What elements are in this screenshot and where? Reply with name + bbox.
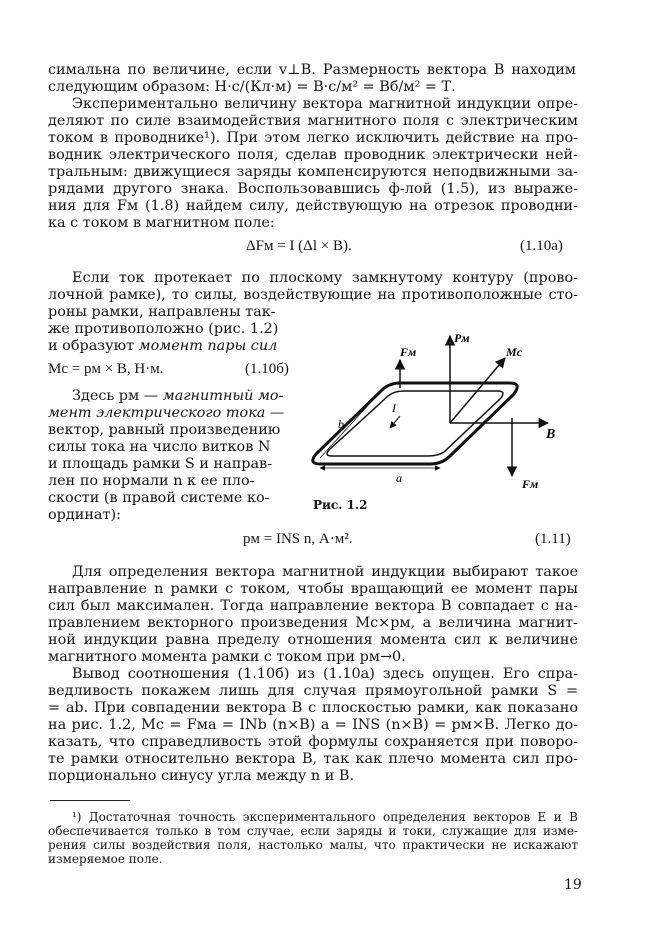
text-line: ной индукции равна пределу отношения момента сил к величине — [48, 632, 578, 648]
label-fm-bottom: Fм — [522, 477, 539, 491]
text-line: симальна по величине, если v⊥B. Размерность вектора B находим — [48, 62, 576, 78]
dimension-b — [320, 390, 382, 458]
equation-number: (1.11) — [535, 531, 571, 547]
figure-1-2 — [300, 328, 560, 498]
text-line: следующим образом: H·c/(Кл·м) = B·c/м² = Вб/м² = Т. — [48, 79, 456, 95]
equation-number: (1.10а) — [520, 238, 563, 254]
text-line: Вывод соотношения (1.10б) из (1.10а) здесь опущен. Его спра- — [72, 666, 578, 682]
italic-term: момент пары сил — [138, 338, 278, 354]
text-line: на рис. 1.2, Mс = Fмa = INb (n×B) a = INS (n×B) = pм×B. Легко до- — [48, 717, 578, 733]
label-fm-top: Fм — [400, 345, 417, 359]
text-line: Экспериментально величину вектора магнитной индукции опре- — [72, 96, 578, 112]
text-line: рядами другого знака. Воспользовавшись ф-лой (1.5), из выраже- — [48, 181, 578, 197]
label-i: I — [392, 401, 396, 415]
text-line: же противоположно (рис. 1.2) — [48, 321, 279, 337]
label-side-a: a — [396, 471, 402, 485]
text-line: лен по нормали n к ее пло- — [48, 473, 255, 489]
text-line: мент электрического тока — — [48, 405, 285, 421]
equation-1-10b: Mс = pм × B, Н·м. — [48, 361, 164, 377]
text-line: и площадь рамки S и направ- — [48, 456, 273, 472]
current-arrow — [390, 416, 400, 428]
text-line: силы тока на число витков N — [48, 439, 271, 455]
text-line: ординат): — [48, 507, 121, 523]
text-line: током в проводнике¹). При этом легко исключить действие на про- — [48, 130, 578, 146]
text-line: ка с током в магнитном поле: — [48, 215, 275, 231]
italic-term: магнитный мо- — [162, 388, 284, 404]
text-line: роны рамки, направлены так- — [48, 304, 276, 320]
text-line: правлением векторного произведения Mс×pм, а величина магнит- — [48, 615, 578, 631]
text-line: ния для Fм (1.8) найдем силу, действующую на отрезок проводни- — [48, 198, 578, 214]
text-line: водник электрического поля, сделав проводник электрически ней- — [48, 147, 578, 163]
text-line: ведливость покажем лишь для случая прямоугольной рамки S = — [48, 683, 578, 699]
footnote-line: ¹) Достаточная точность экспериментального определения векторов E и B — [72, 810, 578, 824]
label-mc: Mс — [506, 345, 522, 359]
text-line: лочной рамке), то силы, воздействующие на противоположные сто- — [48, 287, 578, 303]
text-line: = ab. При совпадении вектора B с плоскостью рамки, как показано — [48, 700, 578, 716]
text-line: порционально синусу угла между n и B. — [48, 768, 355, 784]
equation-number: (1.10б) — [245, 361, 289, 377]
footnote-line: обеспечивается только в том случае, если заряды и токи, служащие для изме- — [48, 824, 578, 838]
text-line: тральным: движущиеся заряды компенсируются неподвижными за- — [48, 164, 578, 180]
footnote-line: рения силы воздействия поля, настолько малы, что практически не искажают — [48, 838, 578, 852]
text-line: деляют по силе взаимодействия магнитного поля с электрическим — [48, 113, 578, 129]
text-line: скости (в правой системе ко- — [48, 490, 270, 506]
footnote-line: измеряемое поле. — [48, 852, 163, 866]
page-number: 19 — [564, 877, 582, 893]
label-b: B — [546, 427, 556, 442]
text-line: Если ток протекает по плоскому замкнутому контуру (прово- — [72, 270, 578, 286]
label-pm: Pм — [454, 331, 470, 345]
equation-1-11: pм = INS n, А·м². — [243, 531, 353, 547]
text-line: Для определения вектора магнитной индукции выбирают такое — [72, 564, 578, 580]
text-line: магнитного момента рамки с током при pм→0. — [48, 649, 406, 665]
text-fragment: Здесь pм — — [72, 388, 159, 404]
label-side-b: b — [338, 417, 344, 431]
equation-1-10a: ΔFм = I (Δl × B). — [246, 238, 352, 254]
text-line: те рамки относительно вектора B, так как плечо момента сил про- — [48, 751, 578, 767]
figure-caption: Рис. 1.2 — [313, 498, 368, 512]
text-fragment: и образуют — [48, 338, 135, 354]
text-line: казать, что справедливость этой формулы сохраняется при поворо- — [48, 734, 578, 750]
text-line: направление n рамки с током, чтобы вращающий ее момент пары — [48, 581, 578, 597]
text-line: вектор, равный произведению — [48, 422, 281, 438]
text-line: сил был максимален. Тогда направление вектора B совпадает с на- — [48, 598, 578, 614]
footnote-rule — [50, 800, 130, 801]
